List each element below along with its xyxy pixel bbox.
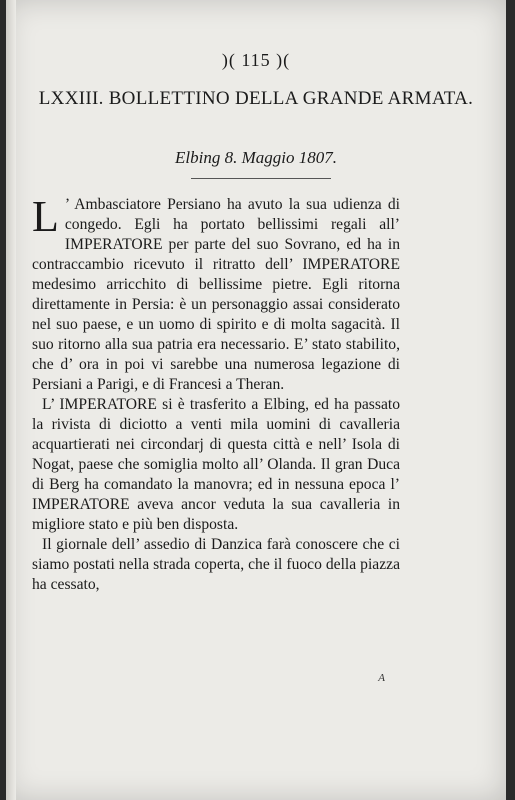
paragraph-text: ’ Ambasciatore Persiano ha avuto la sua udienza di congedo. Egli ha portato bellissimi regali all’ IMPERATORE per parte del suo Sovrano, ed ha in contraccambio ricevuto il ritratto dell’ IMPERATORE medesimo arricchito di bellissime pietre. Egli ritorna direttamente in Persia: è un personaggio assai considerato nel suo paese, e un uomo di spirito e di molta sagacità. Il suo ritorno alla sua patria era necessario. E’ stato stabilito, che d’ ora in poi vi sarebbe una numerosa legazione di Persiani a Parigi, e di Francesi a Theran. (32, 196, 400, 393)
drop-cap: L (32, 192, 59, 241)
page-number: )( 115 )( (221, 50, 291, 70)
catchword: A (378, 672, 386, 684)
text-body (32, 192, 400, 595)
paragraph (32, 192, 400, 395)
book-page (6, 0, 506, 800)
dateline-rule (191, 178, 331, 179)
dateline: Elbing 8. Maggio 1807. (175, 148, 337, 167)
paragraph-text: L’ IMPERATORE si è trasferito a Elbing, ed ha passato la rivista di diciotto a venti mila uomini di cavalleria acquartierati nei circondarj di questa città e nell’ Isola di Nogat, paese che somiglia molto all’ Olanda. Il gran Duca di Berg ha comandato la manovra; ed in nessuna epoca l’ IMPERATORE aveva ancor veduta la sua cavalleria in migliore stato e più ben disposta. (32, 396, 400, 533)
paragraph (32, 395, 400, 535)
paragraph (32, 535, 400, 595)
page-spine (6, 0, 16, 800)
paragraph-text: Il giornale dell’ assedio di Danzica farà conoscere che ci siamo postati nella strada coperta, che il fuoco della piazza ha cessato, (32, 536, 400, 593)
page-title: LXXIII. BOLLETTINO DELLA GRANDE ARMATA. (38, 88, 474, 109)
